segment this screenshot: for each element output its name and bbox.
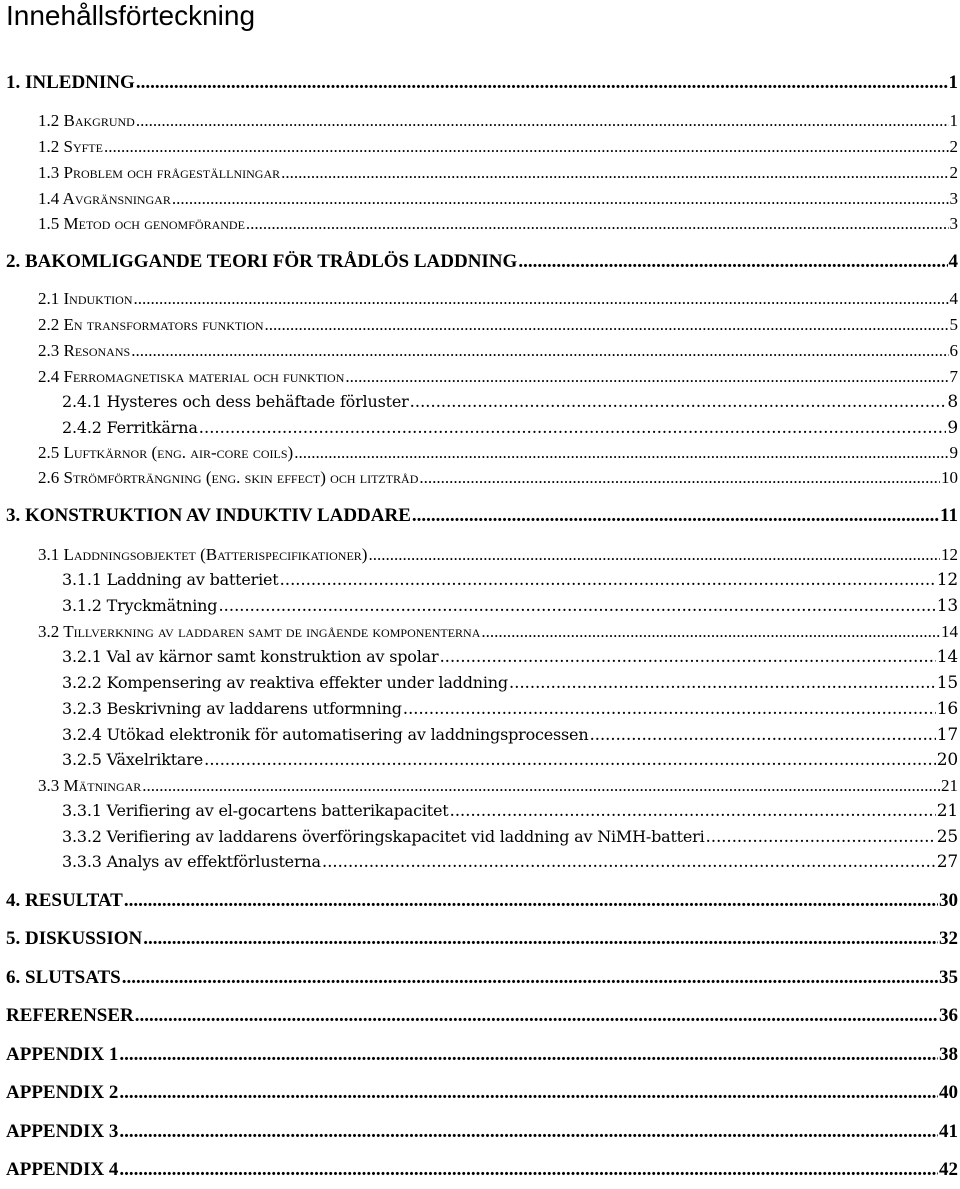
toc-entry[interactable] [62,418,958,438]
toc-entry-page-number: 4 [948,251,958,272]
toc-entry[interactable] [6,1044,958,1066]
dot-leader [104,137,949,157]
toc-entry-page-number: 40 [939,1082,958,1103]
dot-leader [119,1082,938,1104]
dot-leader [280,570,936,590]
toc-entry-page-number: 2 [949,163,958,182]
toc-entry[interactable] [38,289,958,309]
toc-entry-label: 3.2.2 Kompensering av reaktiva effekter under laddning [62,673,508,692]
toc-entry-page-number: 4 [949,289,958,308]
toc-entry[interactable] [62,725,958,745]
toc-entry-label: 2.4 Ferromagnetiska material och funktion [38,367,345,386]
toc-entry[interactable] [62,673,958,693]
dot-leader [136,72,948,94]
toc-entry-label: 1.4 Avgränsningar [38,189,171,208]
toc-entry-page-number: 42 [939,1159,958,1180]
toc-entry-label: 1. INLEDNING [6,72,135,93]
dot-leader [518,251,947,273]
dot-leader [410,392,947,412]
toc-entry-label: APPENDIX 4 [6,1159,119,1180]
toc-entry-page-number: 12 [941,545,958,564]
dot-leader [706,827,936,847]
toc-entry-page-number: 17 [936,725,958,745]
toc-entry[interactable] [6,1159,958,1181]
toc-entry[interactable] [6,72,958,94]
dot-leader [322,852,936,872]
toc-entry-label: 3.2.5 Växelriktare [62,750,203,769]
dot-leader [119,1159,938,1181]
toc-entry-page-number: 27 [936,852,958,872]
dot-leader [204,750,936,770]
dot-leader [589,725,935,745]
toc-entry-label: 1.2 Bakgrund [38,111,135,130]
toc-entry[interactable] [6,505,958,527]
toc-entry-label: 3.3 Mätningar [38,776,142,795]
toc-entry[interactable] [62,801,958,821]
toc-entry-page-number: 3 [949,189,958,208]
toc-entry[interactable] [62,827,958,847]
toc-entry-label: 3.2.1 Val av kärnor samt konstruktion av spolar [62,647,439,666]
dot-leader [450,801,936,821]
toc-entry[interactable] [38,545,958,565]
toc-entry[interactable] [6,928,958,950]
dot-leader [294,443,948,463]
toc-entry-label: 1.5 Metod och genomförande [38,214,245,233]
toc-entry-page-number: 5 [949,315,958,334]
toc-entry[interactable] [62,570,958,590]
toc-entry-label: 2.6 Strömförträngning (eng. skin effect) och litztråd [38,468,419,487]
toc-entry[interactable] [38,163,958,183]
dot-leader [119,1044,938,1066]
toc-entry[interactable] [62,699,958,719]
toc-entry[interactable] [62,852,958,872]
toc-entry-page-number: 38 [939,1044,958,1065]
toc-entry-label: 5. DISKUSSION [6,928,143,949]
dot-leader [119,1121,938,1143]
toc-entry-page-number: 20 [936,750,958,770]
toc-entry-page-number: 7 [949,367,958,386]
toc-entry-page-number: 9 [947,418,958,438]
dot-leader [481,622,940,642]
toc-entry-page-number: 1 [949,111,958,130]
toc-entry-label: 3.3.3 Analys av effektförlusterna [62,852,321,871]
dot-leader [199,418,947,438]
toc-entry-label: APPENDIX 3 [6,1121,119,1142]
toc-entry-label: 3.3.2 Verifiering av laddarens överföringskapacitet vid laddning av NiMH-batteri [62,827,705,846]
toc-entry-page-number: 32 [939,928,958,949]
dot-leader [439,647,935,667]
dot-leader [122,967,938,989]
toc-entry-label: 1.2 Syfte [38,137,103,156]
toc-entry[interactable] [38,214,958,234]
dot-leader [419,468,940,488]
toc-entry-label: 2.4.1 Hysteres och dess behäftade förluster [62,392,409,411]
toc-entry-page-number: 14 [941,622,958,641]
toc-entry-page-number: 30 [939,890,958,911]
toc-entry-label: APPENDIX 2 [6,1082,119,1103]
toc-entry[interactable] [38,341,958,361]
toc-entry-page-number: 11 [940,505,958,526]
dot-leader [368,545,940,565]
toc-entry-page-number: 16 [936,699,958,719]
toc-entry-page-number: 25 [936,827,958,847]
toc-entry-page-number: 14 [936,647,958,667]
toc-entry[interactable] [38,137,958,157]
toc-entry-label: 3.1.1 Laddning av batteriet [62,570,279,589]
dot-leader [281,163,948,183]
toc-entry-page-number: 15 [936,673,958,693]
dot-leader [135,1005,938,1027]
toc-entry[interactable] [38,315,958,335]
toc-entry[interactable] [38,622,958,642]
toc-entry[interactable] [6,967,958,989]
dot-leader [142,776,940,796]
toc-entry-label: 4. RESULTAT [6,890,123,911]
dot-leader [136,111,949,131]
toc-entry-label: 2.4.2 Ferritkärna [62,418,198,437]
dot-leader [124,890,938,912]
toc-entry[interactable] [62,392,958,412]
toc-entry-label: 3.1 Laddningsobjektet (Batterispecifikationer) [38,545,368,564]
toc-entry[interactable] [38,367,958,387]
dot-leader [412,505,939,527]
toc-entry-page-number: 1 [948,72,958,93]
toc-entry-page-number: 21 [936,801,958,821]
toc-entry-label: 2.3 Resonans [38,341,131,360]
toc-entry[interactable] [38,111,958,131]
toc-entry-label: APPENDIX 1 [6,1044,119,1065]
toc-entry-page-number: 41 [939,1121,958,1142]
toc-entry-page-number: 10 [941,468,958,487]
toc-entry-label: 3.2 Tillverkning av laddaren samt de ingående komponenterna [38,622,481,641]
toc-entry-label: REFERENSER [6,1005,134,1026]
toc-entry-page-number: 3 [949,214,958,233]
dot-leader [265,315,949,335]
dot-leader [172,189,949,209]
toc-entry-label: 2.5 Luftkärnor (eng. air-core coils) [38,443,294,462]
toc-entry-page-number: 12 [936,570,958,590]
toc-entry-page-number: 36 [939,1005,958,1026]
dot-leader [509,673,936,693]
toc-entry[interactable] [62,647,958,667]
dot-leader [403,699,936,719]
dot-leader [218,596,935,616]
toc-entry-label: 3. KONSTRUKTION AV INDUKTIV LADDARE [6,505,411,526]
toc-entry-page-number: 35 [939,967,958,988]
toc-entry-label: 3.2.4 Utökad elektronik för automatisering av laddningsprocessen [62,725,589,744]
toc-entry-page-number: 6 [949,341,958,360]
toc-entry-page-number: 21 [941,776,958,795]
toc-entry[interactable] [6,251,958,273]
toc-entry[interactable] [38,776,958,796]
dot-leader [131,341,948,361]
toc-entry-label: 2. BAKOMLIGGANDE TEORI FÖR TRÅDLÖS LADDNING [6,251,518,272]
toc-entry[interactable] [38,189,958,209]
toc-entry[interactable] [6,1121,958,1143]
toc-entry-label: 2.2 En transformators funktion [38,315,264,334]
toc-entry-page-number: 2 [949,137,958,156]
toc-entry[interactable] [62,750,958,770]
toc-entry-page-number: 13 [936,596,958,616]
toc-entry-label: 3.3.1 Verifiering av el-gocartens batterikapacitet [62,801,449,820]
toc-entry[interactable] [38,468,958,488]
dot-leader [143,928,938,950]
toc-entry-label: 2.1 Induktion [38,289,133,308]
toc-entry-label: 1.3 Problem och frågeställningar [38,163,281,182]
toc-entry[interactable] [38,443,958,463]
dot-leader [345,367,948,387]
toc-entry[interactable] [6,1082,958,1104]
toc-entry-page-number: 9 [949,443,958,462]
toc-entry-label: 6. SLUTSATS [6,967,121,988]
toc-entry[interactable] [6,1005,958,1027]
dot-leader [133,289,948,309]
toc-entry[interactable] [62,596,958,616]
toc-entry[interactable] [6,890,958,912]
toc-entry-page-number: 8 [947,392,958,412]
toc-entry-label: 3.1.2 Tryckmätning [62,596,218,615]
page-title: Innehållsförteckning [6,0,256,31]
dot-leader [246,214,949,234]
toc-entry-label: 3.2.3 Beskrivning av laddarens utformning [62,699,402,718]
